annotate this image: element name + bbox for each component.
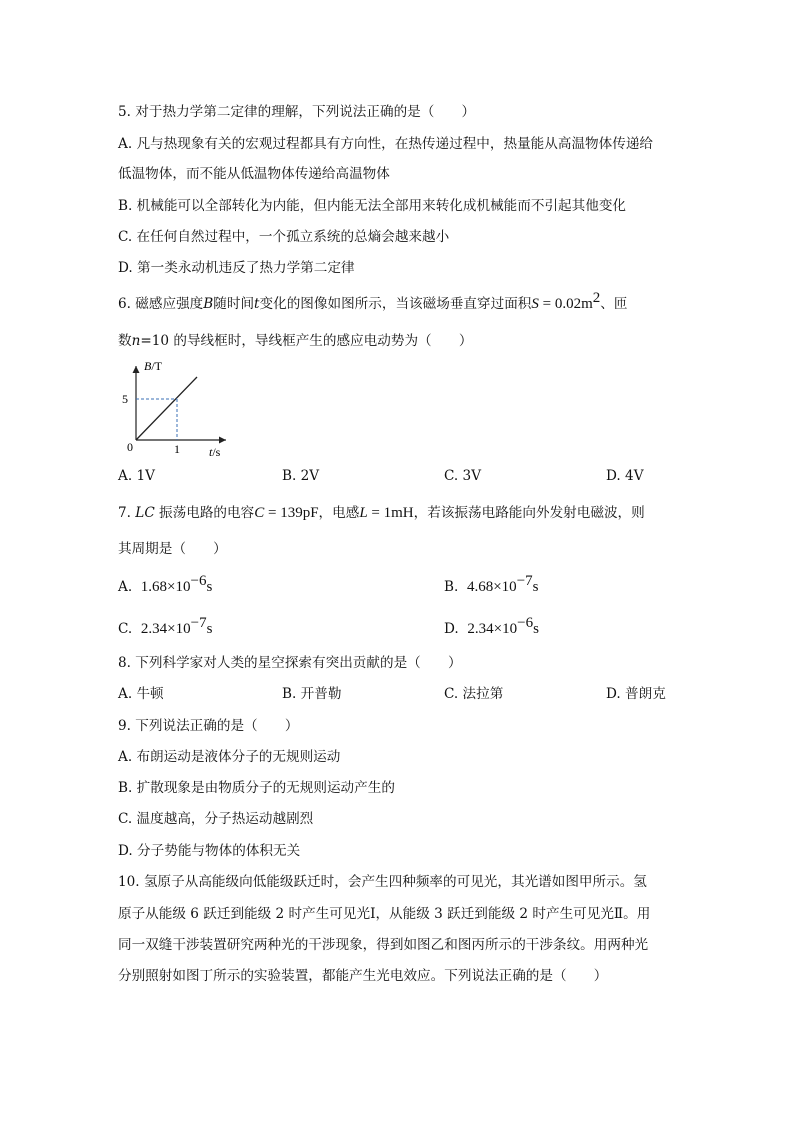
y-axis-label: B/T [144,359,163,373]
c-var: C [254,505,265,521]
q5-option-b: B. 机械能可以全部转化为内能，但内能无法全部用来转化成机械能而不引起其他变化 [118,198,627,214]
var-n: n [131,333,141,349]
x-tick-1: 1 [174,442,180,456]
l-value: = 1mH [367,505,414,521]
q10-line4: 分别照射如图丁所示的实验装置，都能产生光电效应。下列说法正确的是（ ） [118,968,608,984]
q10-line3: 同一双缝干涉装置研究两种光的干涉现象，得到如图乙和图丙所示的干涉条纹。用两种光 [118,937,649,953]
x-axis-label: t/s [209,445,221,459]
area-var: S [531,296,539,312]
origin-label: 0 [127,440,133,454]
lc-label: LC [135,505,155,521]
q7-stem-line2: 其周期是（ ） [118,541,227,557]
q8-option-d: D. 普朗克 [606,686,666,702]
l-var: L [359,505,368,521]
q5-option-a-line1: A. 凡与热现象有关的宏观过程都具有方向性，在热传递过程中，热量能从高温物体传递给 [118,136,654,152]
var-t: t [254,296,260,312]
q8-option-b: B. 开普勒 [282,686,342,702]
q9-stem: 9. 下列说法正确的是（ ） [118,718,299,734]
q10-line1: 10. 氢原子从高能级向低能级跃迁时，会产生四种频率的可见光，其光谱如图甲所示。氢 [118,874,647,890]
area-exponent: 2 [592,290,601,306]
q7-stem-line1: 7. LC 振荡电路的电容C = 139pF，电感L = 1mH，若该振荡电路能向外发射电磁波，则 [118,505,645,521]
c-value: = 139pF [264,505,319,521]
q8-option-c: C. 法拉第 [444,686,504,702]
q10-line2: 原子从能级 6 跃迁到能级 2 时产生可见光Ⅰ，从能级 3 跃迁到能级 2 时产生可见光Ⅱ。用 [118,906,651,922]
q6-stem-line1: 6. 磁感应强度B随时间t变化的图像如图所示，当该磁场垂直穿过面积$S = 0.02m^2$、匝 [118,290,628,312]
q5-option-a-line2: 低温物体，而不能从低温物体传递给高温物体 [118,166,390,182]
q7-option-d: D. $2.34\times 10^{-6}s$ [444,615,539,637]
q6-option-b: B. 2V [282,468,320,484]
var-b: B [203,296,214,312]
q9-option-c: C. 温度越高，分子热运动越剧烈 [118,811,314,827]
area-value: = 0.02m [538,296,593,312]
q5-option-c: C. 在任何自然过程中，一个孤立系统的总熵会越来越小 [118,229,450,245]
q9-option-b: B. 扩散现象是由物质分子的无规则运动产生的 [118,780,395,796]
q6-stem-line2: 数n=10 的导线框时，导线框产生的感应电动势为（ ） [118,333,473,349]
q7-option-c: C. $2.34\times 10^{-7}s$ [118,615,213,637]
q7-option-b: B. $4.68\times 10^{-7}s$ [444,573,539,595]
y-tick-5: 5 [122,392,128,406]
q8-stem: 8. 下列科学家对人类的星空探索有突出贡献的是（ ） [118,655,462,671]
q5-stem: 5. 对于热力学第二定律的理解，下列说法正确的是（ ） [118,104,476,120]
q6-option-d: D. 4V [606,468,644,484]
q9-option-d: D. 分子势能与物体的体积无关 [118,843,301,859]
q8-option-a: A. 牛顿 [118,686,164,702]
b-t-line [136,377,197,440]
q6-option-a: A. 1V [118,468,155,484]
q6-option-c: C. 3V [444,468,482,484]
q5-option-d: D. 第一类永动机违反了热力学第二定律 [118,260,355,276]
b-t-graph [116,356,236,460]
q7-option-a: A. $1.68\times 10^{-6}s$ [118,573,213,595]
q9-option-a: A. 布朗运动是液体分子的无规则运动 [118,749,341,765]
